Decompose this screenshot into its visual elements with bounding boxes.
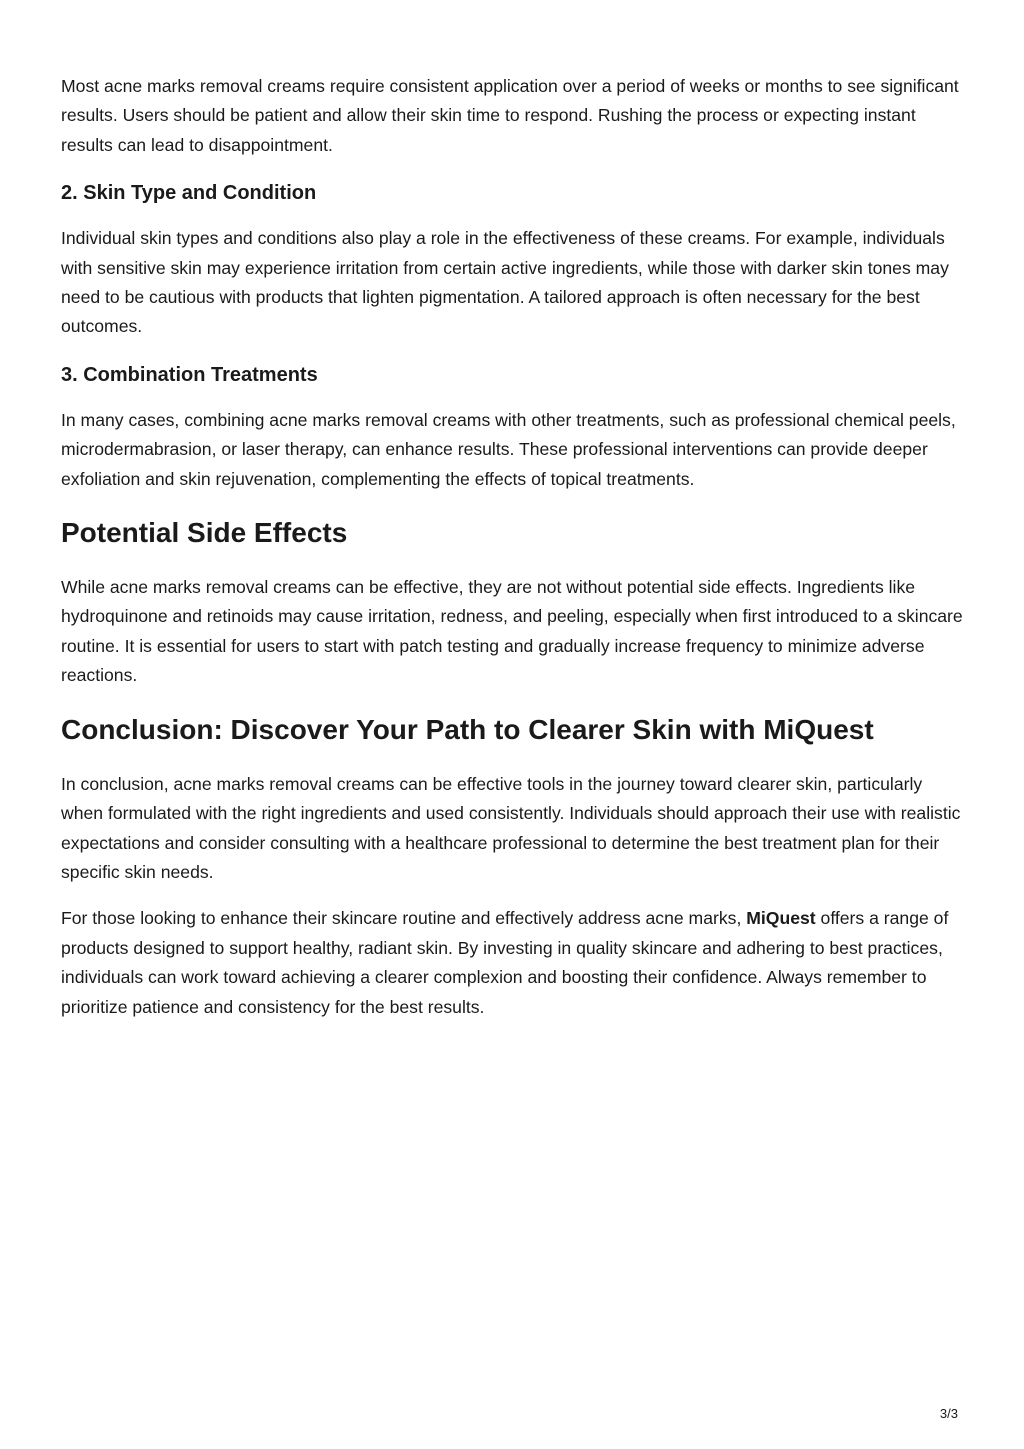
heading-combination-treatments: 3. Combination Treatments bbox=[61, 363, 318, 386]
paragraph-final bbox=[61, 904, 966, 1022]
paragraph-final-lead: For those looking to enhance their skincare routine and effectively address acne marks, bbox=[61, 908, 747, 929]
heading-conclusion: Conclusion: Discover Your Path to Clearer Skin with MiQuest bbox=[61, 713, 874, 745]
paragraph-intro: Most acne marks removal creams require consistent application over a period of weeks or months to see significant results. Users should be patient and allow their skin time to respond. Rushing the process or expecting instant results can lead to disappointment. bbox=[61, 76, 959, 155]
heading-side-effects: Potential Side Effects bbox=[61, 517, 348, 549]
paragraph-final-tail: offers a range of products designed to support healthy, radiant skin. By investing in quality skincare and adhering to best practices, individuals can work toward achieving a clearer complexion and boosting their confidence. Always remember to prioritize patience and consistency for the best results. bbox=[61, 908, 949, 1017]
paragraph-combination-treatments: In many cases, combining acne marks removal creams with other treatments, such as professional chemical peels, microdermabrasion, or laser therapy, can enhance results. These professional interventions can provide deeper exfoliation and skin rejuvenation, complementing the effects of topical treatments. bbox=[61, 409, 956, 489]
paragraph-skin-type: Individual skin types and conditions also play a role in the effectiveness of these creams. For example, individuals with sensitive skin may experience irritation from certain active ingredients, while those with darker skin tones may need to be cautious with products that lighten pigmentation. A tailored approach is often necessary for the best outcomes. bbox=[61, 228, 949, 337]
paragraph-conclusion: In conclusion, acne marks removal creams can be effective tools in the journey toward clearer skin, particularly when formulated with the right ingredients and used consistently. Individuals should approach their use with realistic expectations and consider consulting with a healthcare professional to determine the best treatment plan for their specific skin needs. bbox=[61, 773, 961, 882]
paragraph-side-effects: While acne marks removal creams can be effective, they are not without potential side effects. Ingredients like hydroquinone and retinoids may cause irritation, redness, and peeling, especially when first introduced to a skincare routine. It is essential for users to start with patch testing and gradually increase frequency to minimize adverse reactions. bbox=[61, 577, 963, 686]
heading-skin-type: 2. Skin Type and Condition bbox=[61, 182, 317, 205]
page-number: 3/3 bbox=[939, 1406, 958, 1421]
brand-name: MiQuest bbox=[746, 908, 816, 929]
document-body bbox=[61, 72, 966, 1039]
